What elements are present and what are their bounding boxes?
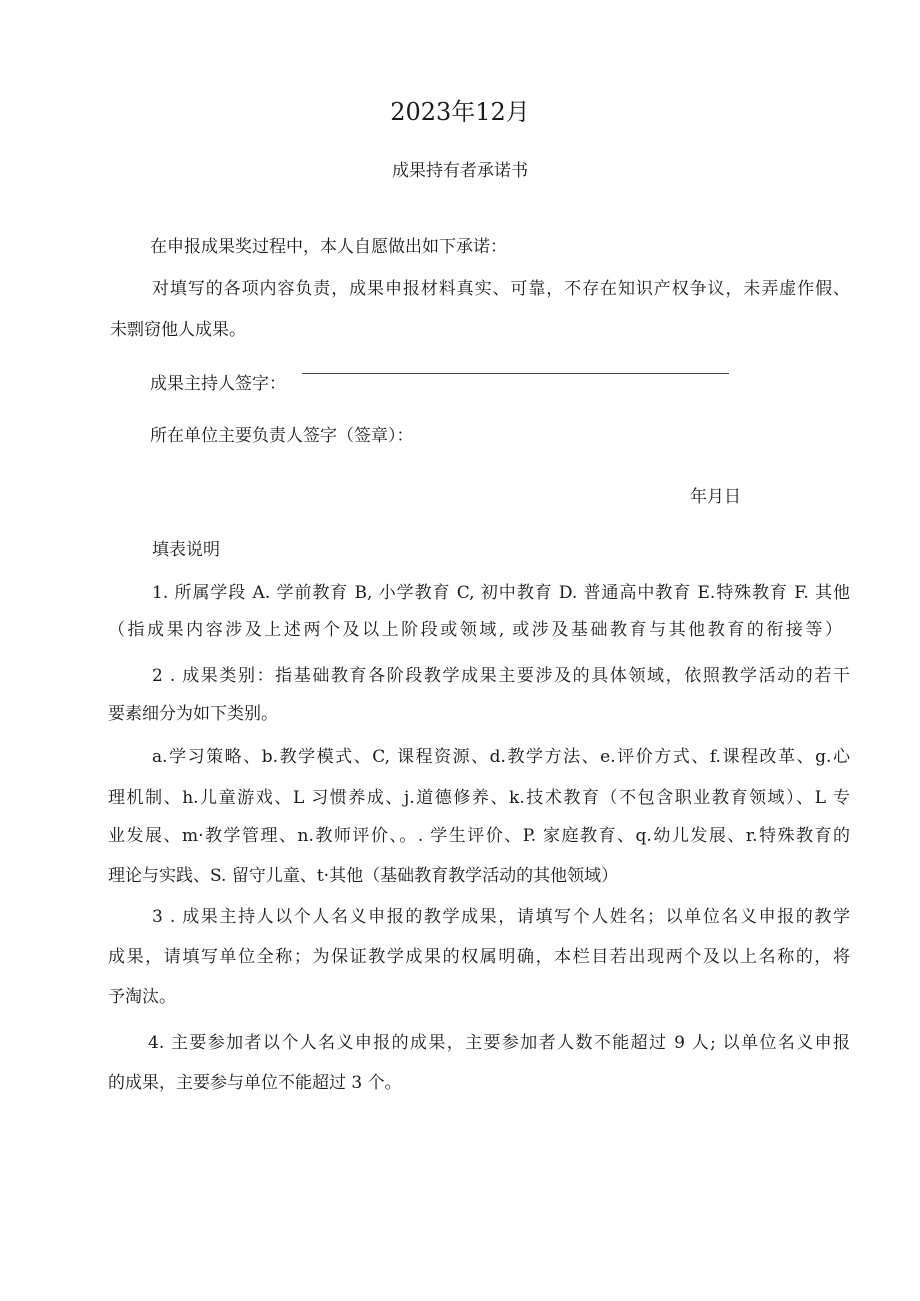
category-line: 理机制、h.儿童游戏、L 习惯养成、j.道德修养、k.技术教育（不包含职业教育领域）、L 专 — [108, 788, 850, 808]
unit-signature-label: 所在单位主要负责人签字（签章）： — [150, 426, 414, 446]
category-line: 理论与实践、S. 留守儿童、t·其他（基础教育教学活动的其他领域） — [108, 866, 619, 886]
category-line: 业发展、m·教学管理、n.教师评价、。. 学生评价、P. 家庭教育、q.幼儿发展、r.特殊教育的 — [108, 826, 850, 846]
category-line: a.学习策略、b.教学模式、C, 课程资源、d.教学方法、e.评价方式、f.课程改革、g.心 — [152, 747, 850, 767]
instruction-item-4: 的成果，主要参与单位不能超过 3 个。 — [108, 1073, 402, 1093]
instruction-item-3: 3 . 成果主持人以个人名义申报的教学成果，请填写个人姓名；以单位名义申报的教学 — [152, 907, 850, 927]
instructions-heading: 填表说明 — [152, 540, 220, 560]
pledge-body-line: 对填写的各项内容负责，成果申报材料真实、可靠，不存在知识产权争议，未弄虚作假、 — [152, 279, 850, 299]
host-signature-label: 成果主持人签字： — [150, 374, 286, 394]
pledge-intro: 在申报成果奖过程中，本人自愿做出如下承诺： — [150, 237, 507, 257]
instruction-item-2: 2 . 成果类别：指基础教育各阶段教学成果主要涉及的具体领域，依照教学活动的若干 — [152, 666, 850, 686]
instruction-item-1: （指成果内容涉及上述两个及以上阶段或领域, 或涉及基础教育与其他教育的衔接等） — [108, 620, 842, 640]
instruction-item-3: 予淘汰。 — [108, 987, 176, 1007]
instruction-item-4: 4. 主要参加者以个人名义申报的成果，主要参加者人数不能超过 9 人; 以单位名义申报 — [148, 1033, 850, 1053]
pledge-body-line: 未剽窃他人成果。 — [110, 320, 246, 340]
instruction-item-3: 成果，请填写单位全称；为保证教学成果的权属明确，本栏目若出现两个及以上名称的，将 — [108, 947, 850, 967]
document-title: 成果持有者承诺书 — [392, 161, 528, 181]
date-heading: 2023年12月 — [390, 98, 530, 126]
instruction-item-1: 1. 所属学段 A. 学前教育 B, 小学教育 C, 初中教育 D. 普通高中教育 E.特殊教育 F. 其他 — [152, 583, 850, 603]
instruction-item-2: 要素细分为如下类别。 — [108, 704, 278, 724]
date-placeholder: 年月日 — [690, 487, 741, 507]
host-signature-line — [302, 373, 729, 374]
